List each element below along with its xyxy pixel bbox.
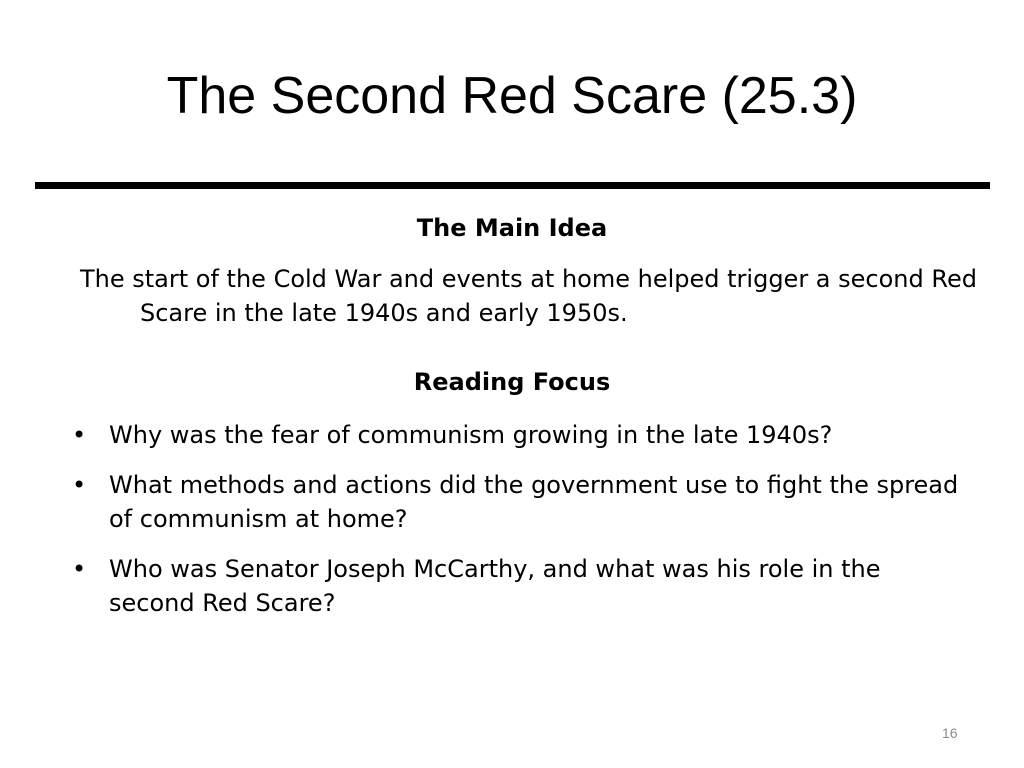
slide-title: The Second Red Scare (25.3): [166, 67, 858, 125]
title-divider: [35, 182, 990, 189]
main-idea-heading: The Main Idea: [416, 214, 608, 242]
bullet-icon: •: [72, 555, 87, 583]
reading-focus-list: [70, 418, 970, 636]
list-item-text: Why was the fear of communism growing in the late 1940s?: [109, 421, 833, 449]
bullet-icon: •: [72, 471, 87, 499]
list-item: [70, 552, 970, 620]
main-idea-text: The start of the Cold War and events at home helped trigger a second Red Scare in the late 1940s and early 1950s.: [80, 265, 977, 327]
list-item: [70, 468, 970, 536]
bullet-icon: •: [72, 421, 87, 449]
list-item-text: Who was Senator Joseph McCarthy, and what was his role in the second Red Scare?: [109, 555, 881, 617]
reading-focus-heading: Reading Focus: [413, 368, 611, 396]
list-item-text: What methods and actions did the government use to fight the spread of communism at home?: [109, 471, 959, 533]
page-number: 16: [942, 725, 958, 741]
list-item: [70, 418, 970, 452]
